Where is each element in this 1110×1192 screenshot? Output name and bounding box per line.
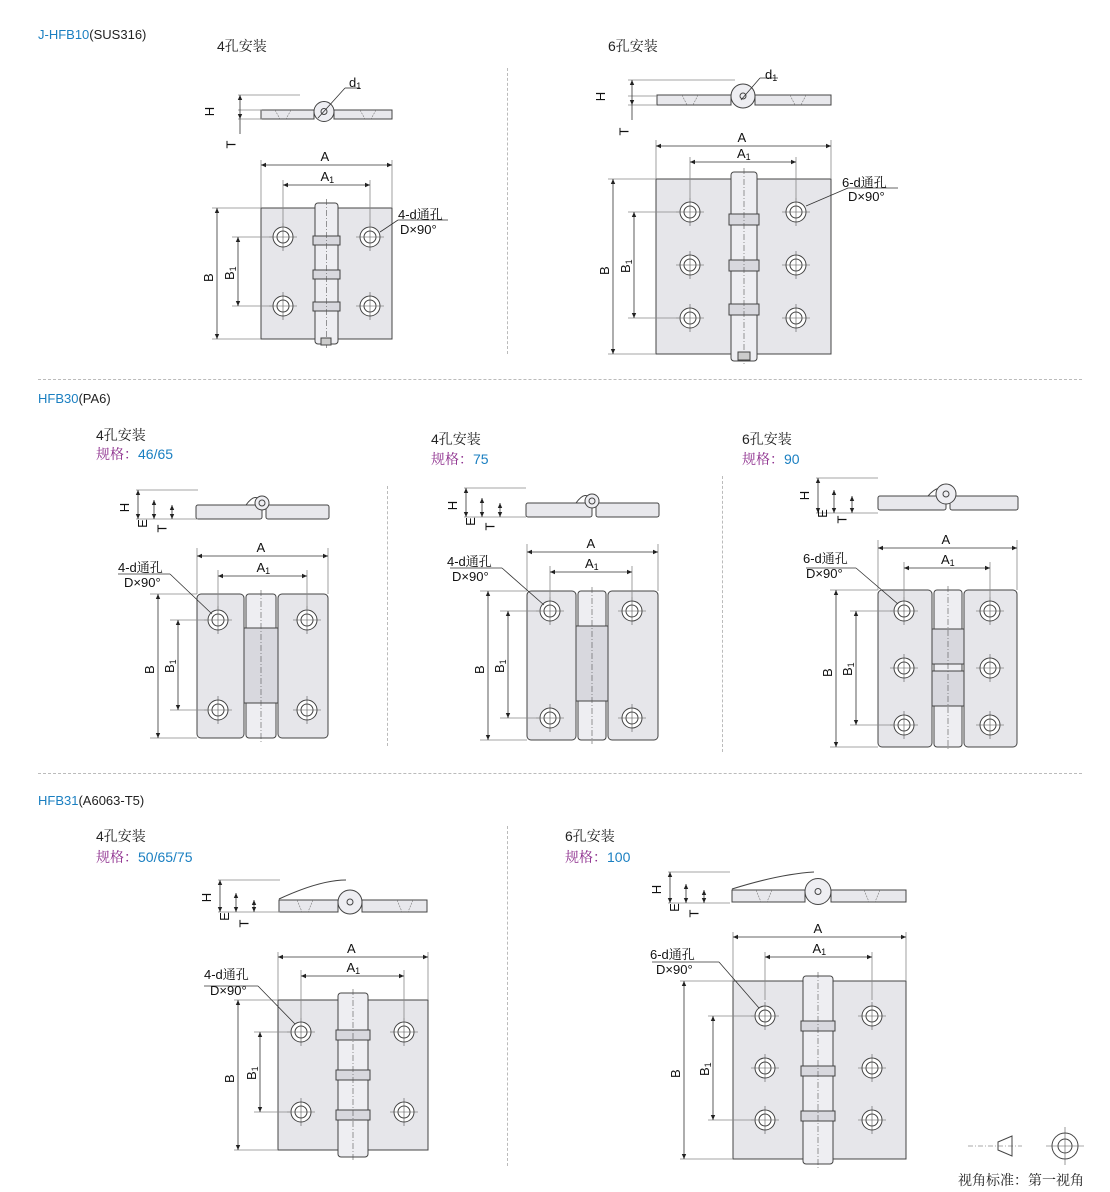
leader-line	[502, 568, 544, 605]
subscript: 1	[228, 265, 238, 271]
mount-label: 4孔安装	[96, 828, 146, 844]
subscript: 1	[356, 81, 362, 91]
dim-b-label: B	[201, 272, 216, 282]
section-code: HFB30	[38, 391, 79, 406]
arrowhead	[464, 488, 468, 493]
subscript: 1	[168, 659, 178, 665]
leader-line	[856, 568, 898, 604]
arrowhead	[765, 955, 770, 959]
arrowhead	[684, 884, 688, 889]
hinge-pin-circle	[936, 484, 956, 504]
dim-a-label: A	[586, 536, 596, 551]
countersink-callout: D×90°	[452, 569, 489, 584]
dim-b1-label: $B_1$	[162, 659, 178, 673]
dim-a-label: A	[320, 149, 330, 164]
arrowhead	[236, 1000, 240, 1005]
hinge-pin-circle	[255, 496, 269, 510]
spec-value: 50/65/75	[138, 849, 193, 865]
arrowhead	[904, 566, 909, 570]
side-leaf-left	[526, 503, 592, 517]
arrowhead	[854, 611, 858, 616]
dim-t-label: T	[834, 515, 850, 524]
dim-t-label: T	[616, 127, 632, 136]
arrowhead	[156, 594, 160, 599]
side-leaf-left	[732, 890, 805, 902]
arrowhead	[136, 490, 140, 495]
subscript: 1	[703, 1062, 713, 1068]
spec-value: 100	[607, 849, 631, 865]
arrowhead	[702, 890, 706, 895]
pin-end	[321, 338, 331, 345]
arrowhead	[238, 95, 242, 100]
dim-a1-label: $A_1$	[812, 941, 827, 957]
arrowhead	[682, 981, 686, 986]
arrowhead	[878, 546, 883, 550]
dim-e-label: E	[666, 903, 682, 912]
side-leaf-left	[279, 900, 338, 912]
countersink-callout: D×90°	[848, 189, 885, 204]
dim-b1-label: $B_1$	[244, 1066, 260, 1080]
dim-a-label: A	[737, 130, 747, 145]
arrowhead	[653, 550, 658, 554]
dim-e-label: E	[462, 517, 478, 526]
side-leaf-right	[334, 110, 392, 119]
hole-callout: 4-d通孔	[398, 207, 443, 222]
arrowhead	[791, 160, 796, 164]
arrowhead	[238, 114, 242, 119]
hole-callout: 4-d通孔	[204, 967, 249, 982]
arrowhead	[302, 574, 307, 578]
side-leaf-right	[596, 503, 659, 517]
arrowhead	[486, 591, 490, 596]
arrowhead	[176, 705, 180, 710]
arrowhead	[527, 550, 532, 554]
dim-h-label: H	[445, 500, 461, 511]
arrowhead	[236, 301, 240, 306]
subscript: 1	[745, 152, 751, 162]
mount-label: 4孔安装	[96, 427, 146, 443]
side-leaf-right	[755, 95, 831, 105]
countersink-callout: D×90°	[806, 566, 843, 581]
arrowhead	[215, 208, 219, 213]
dim-h-label: H	[117, 502, 133, 513]
hole-callout: 6-d通孔	[842, 175, 887, 190]
arrowhead	[733, 935, 738, 939]
spec-key: 规格：	[431, 451, 473, 467]
mount-label: 4孔安装	[431, 431, 481, 447]
arrowhead	[252, 907, 256, 912]
hole-callout: 6-d通孔	[650, 947, 695, 962]
arrowhead	[656, 144, 661, 148]
arrowhead	[218, 880, 222, 885]
dim-h-label: H	[202, 106, 218, 117]
arrowhead	[850, 508, 854, 513]
arrowhead	[486, 735, 490, 740]
spec-key: 规格：	[96, 849, 138, 865]
arrowhead	[498, 503, 502, 508]
arrowhead	[176, 620, 180, 625]
arrowhead	[711, 1115, 715, 1120]
arrowhead	[170, 505, 174, 510]
arrowhead	[630, 100, 634, 105]
spec-value: 90	[784, 451, 800, 467]
arrowhead	[550, 570, 555, 574]
arrowhead	[826, 144, 831, 148]
leaf-curve	[279, 880, 346, 899]
dim-b1-label: $B_1$	[492, 658, 508, 673]
dim-b-label: B	[597, 265, 612, 275]
arrowhead	[387, 163, 392, 167]
spec-value: 75	[473, 451, 489, 467]
dim-a1-label: $A_1$	[256, 560, 271, 576]
dim-a1-label: $A_1$	[941, 552, 955, 568]
dim-t-label: T	[223, 140, 239, 149]
dim-b-label: B	[142, 665, 157, 674]
dim-t-label: T	[482, 522, 498, 531]
arrowhead	[627, 570, 632, 574]
arrowhead	[236, 1145, 240, 1150]
arrowhead	[834, 590, 838, 595]
subscript: 1	[593, 562, 599, 572]
arrowhead	[399, 974, 404, 978]
dim-h-label: H	[649, 884, 665, 895]
mount-label: 4孔安装	[217, 38, 267, 54]
section-code: J-HFB10	[38, 27, 90, 42]
arrowhead	[283, 183, 288, 187]
hole-callout: 6-d通孔	[803, 551, 848, 566]
arrowhead	[152, 514, 156, 519]
subscript: 1	[821, 947, 827, 957]
subscript: 1	[265, 566, 271, 576]
side-leaf-right	[950, 496, 1018, 510]
side-leaf-left	[878, 496, 946, 510]
dim-b1-label: $B_1$	[222, 265, 238, 280]
arrowhead	[850, 496, 854, 501]
arrowhead	[985, 566, 990, 570]
arrowhead	[498, 512, 502, 517]
section-code: HFB31	[38, 793, 79, 808]
dim-t-label: T	[154, 524, 170, 533]
side-leaf-right	[266, 505, 329, 519]
countersink-callout: D×90°	[210, 983, 247, 998]
dim-h-label: H	[593, 91, 609, 102]
arrowhead	[690, 160, 695, 164]
dim-h-label: H	[199, 892, 215, 903]
arrowhead	[832, 508, 836, 513]
spec-value: 46/65	[138, 446, 174, 462]
section-material: (SUS316)	[89, 27, 147, 42]
section-material: (A6063-T5)	[78, 793, 145, 808]
dim-a1-label: $A_1$	[585, 556, 599, 572]
arrowhead	[258, 1107, 262, 1112]
dim-b1-label: $B_1$	[618, 259, 634, 273]
dim-b-label: B	[820, 667, 835, 677]
spec-key: 规格：	[565, 849, 607, 865]
arrowhead	[301, 974, 306, 978]
mount-label: 6孔安装	[608, 38, 658, 54]
dim-a-label: A	[347, 941, 356, 956]
dim-a1-label: $A_1$	[737, 146, 751, 162]
dim-a1-label: $A_1$	[320, 169, 335, 185]
leaf-curve	[732, 872, 814, 889]
arrowhead	[901, 935, 906, 939]
dim-d1-label: $d_1$	[349, 75, 362, 91]
arrowhead	[668, 872, 672, 877]
dim-b-label: B	[472, 664, 487, 674]
view-standard-label: 视角标准：第一视角	[958, 1172, 1084, 1188]
dim-a-label: A	[941, 532, 951, 547]
arrowhead	[702, 898, 706, 903]
arrowhead	[170, 514, 174, 519]
pin-end	[738, 352, 750, 360]
hole-callout: 4-d通孔	[447, 554, 492, 569]
subscript: 1	[846, 662, 856, 668]
arrowhead	[1012, 546, 1017, 550]
dim-h-label: H	[797, 490, 813, 501]
arrowhead	[834, 742, 838, 747]
side-leaf-left	[196, 505, 262, 519]
mount-label: 6孔安装	[742, 431, 792, 447]
arrowhead	[234, 907, 238, 912]
arrowhead	[711, 1016, 715, 1021]
dim-e-label: E	[134, 519, 150, 528]
hole-callout: 4-d通孔	[118, 560, 163, 575]
hinge-pin-circle	[585, 494, 599, 508]
arrowhead	[632, 313, 636, 318]
arrowhead	[197, 554, 202, 558]
subscript: 1	[355, 966, 361, 976]
arrowhead	[423, 955, 428, 959]
arrowhead	[218, 574, 223, 578]
mount-label: 6孔安装	[565, 828, 615, 844]
subscript: 1	[250, 1066, 260, 1072]
section-material: (PA6)	[78, 391, 111, 406]
dim-e-label: E	[814, 509, 830, 518]
side-leaf-right	[362, 900, 427, 912]
spec-key: 规格：	[742, 451, 784, 467]
dim-b-label: B	[668, 1069, 683, 1078]
side-leaf-right	[831, 890, 906, 902]
arrowhead	[611, 179, 615, 184]
arrowhead	[215, 334, 219, 339]
arrowhead	[236, 237, 240, 242]
arrowhead	[506, 713, 510, 718]
arrowhead	[480, 498, 484, 503]
side-leaf-left	[261, 110, 314, 119]
arrowhead	[630, 80, 634, 85]
arrowhead	[867, 955, 872, 959]
dim-b1-label: $B_1$	[840, 662, 856, 676]
hinge-pin-circle	[338, 890, 362, 914]
arrowhead	[258, 1032, 262, 1037]
dim-b-label: B	[222, 1074, 237, 1083]
arrowhead	[278, 955, 283, 959]
countersink-callout: D×90°	[656, 962, 693, 977]
dim-b1-label: $B_1$	[697, 1062, 713, 1076]
subscript: 1	[329, 175, 335, 185]
subscript: 1	[772, 73, 778, 83]
subscript: 1	[624, 259, 634, 265]
dim-a-label: A	[813, 921, 823, 936]
arrowhead	[365, 183, 370, 187]
countersink-callout: D×90°	[400, 222, 437, 237]
arrowhead	[261, 163, 266, 167]
dim-a1-label: $A_1$	[346, 960, 361, 976]
subscript: 1	[949, 558, 955, 568]
arrowhead	[816, 478, 820, 483]
arrowhead	[832, 490, 836, 495]
subscript: 1	[498, 658, 508, 664]
arrowhead	[152, 500, 156, 505]
arrowhead	[506, 611, 510, 616]
dim-a-label: A	[256, 540, 266, 555]
arrowhead	[480, 512, 484, 517]
arrowhead	[611, 349, 615, 354]
arrowhead	[854, 720, 858, 725]
dim-e-label: E	[216, 912, 232, 921]
dim-t-label: T	[686, 909, 702, 918]
arrowhead	[684, 898, 688, 903]
arrowhead	[632, 212, 636, 217]
spec-key: 规格：	[96, 446, 138, 462]
arrowhead	[682, 1154, 686, 1159]
dim-d1-label: $d_1$	[765, 67, 778, 83]
hinge-pin-circle	[805, 879, 831, 905]
arrowhead	[234, 893, 238, 898]
arrowhead	[323, 554, 328, 558]
arrowhead	[252, 900, 256, 905]
countersink-callout: D×90°	[124, 575, 161, 590]
dim-t-label: T	[236, 919, 252, 928]
arrowhead	[156, 733, 160, 738]
